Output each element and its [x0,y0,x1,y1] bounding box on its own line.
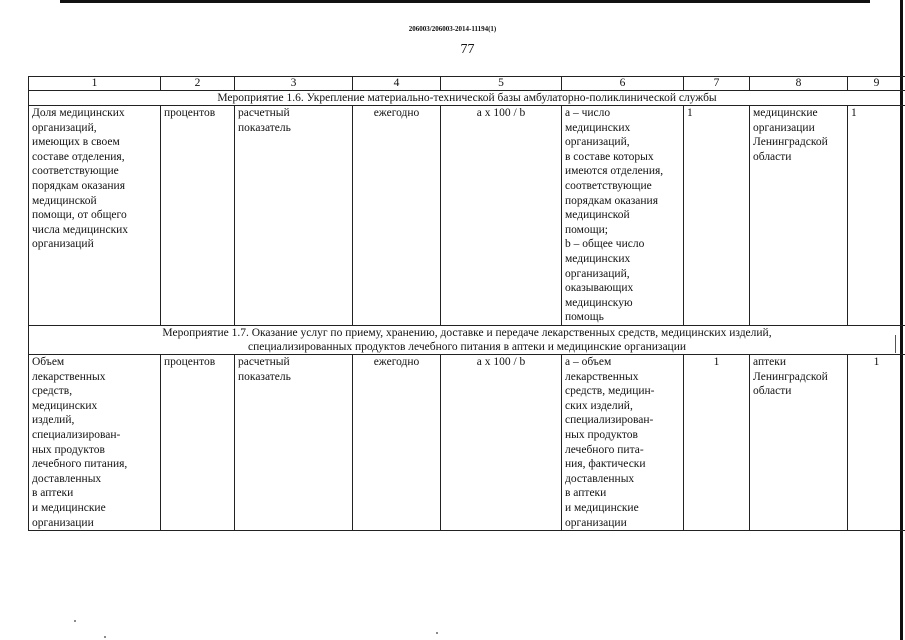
col7-cell: 1 [684,106,750,326]
formula-cell: a x 100 / b [441,106,562,326]
column-number: 4 [353,77,441,91]
source-cell: аптеки Ленинградской области [750,355,848,531]
col9-cell: 1 [848,106,905,326]
column-number: 1 [29,77,161,91]
top-border-line [60,0,870,3]
col9-cell: 1 [848,355,905,531]
source-cell: медицинские организации Ленинградской области [750,106,848,326]
page-number: 77 [460,42,475,57]
variables-cell: a – объем лекарственных средств, медицин- ских изделий, специализирован- ных продуктов лечебного пита- ния, фактически доставленных в аптеки и медицинские организации [562,355,684,531]
scan-artifact-dot [74,620,76,622]
scan-artifact-mark [895,335,896,353]
type-cell: расчетный показатель [235,106,353,326]
indicators-table [28,76,905,531]
formula-cell: a x 100 / b [441,355,562,531]
section-header-row [29,326,905,355]
table-row [29,355,905,531]
column-number: 6 [562,77,684,91]
variables-cell: a – число медицинских организаций, в составе которых имеются отделения, соответствующие порядкам оказания медицинской помощи; b – общее число медицинских организаций, оказывающих медицинскую помощь [562,106,684,326]
column-number: 2 [161,77,235,91]
document-code: 206003/206003-2014-11194(1) [408,25,497,33]
column-number: 3 [235,77,353,91]
table-row [29,106,905,326]
scan-artifact-dot [104,636,106,638]
unit-cell: процентов [161,106,235,326]
col7-cell: 1 [684,355,750,531]
section-header-row [29,91,905,106]
type-cell: расчетный показатель [235,355,353,531]
section-title: Мероприятие 1.6. Укрепление материально-технической базы амбулаторно-поликлинической службы [29,91,905,106]
column-number: 7 [684,77,750,91]
column-number: 5 [441,77,562,91]
frequency-cell: ежегодно [353,106,441,326]
unit-cell: процентов [161,355,235,531]
indicator-cell: Объем лекарственных средств, медицинских изделий, специализирован- ных продуктов лечебного питания, доставленных в аптеки и медицинские организации [29,355,161,531]
scan-artifact-dot [436,632,438,634]
indicator-cell: Доля медицинских организаций, имеющих в своем составе отделения, соответствующие порядкам оказания медицинской помощи, от общего числа медицинских организаций [29,106,161,326]
column-number: 8 [750,77,848,91]
column-number-row [29,77,905,91]
section-title: Мероприятие 1.7. Оказание услуг по приему, хранению, доставке и передаче лекарственных средств, медицинских изделий, специализированных продуктов лечебного питания в аптеки и медицинские организации [29,326,905,355]
column-number: 9 [848,77,905,91]
frequency-cell: ежегодно [353,355,441,531]
